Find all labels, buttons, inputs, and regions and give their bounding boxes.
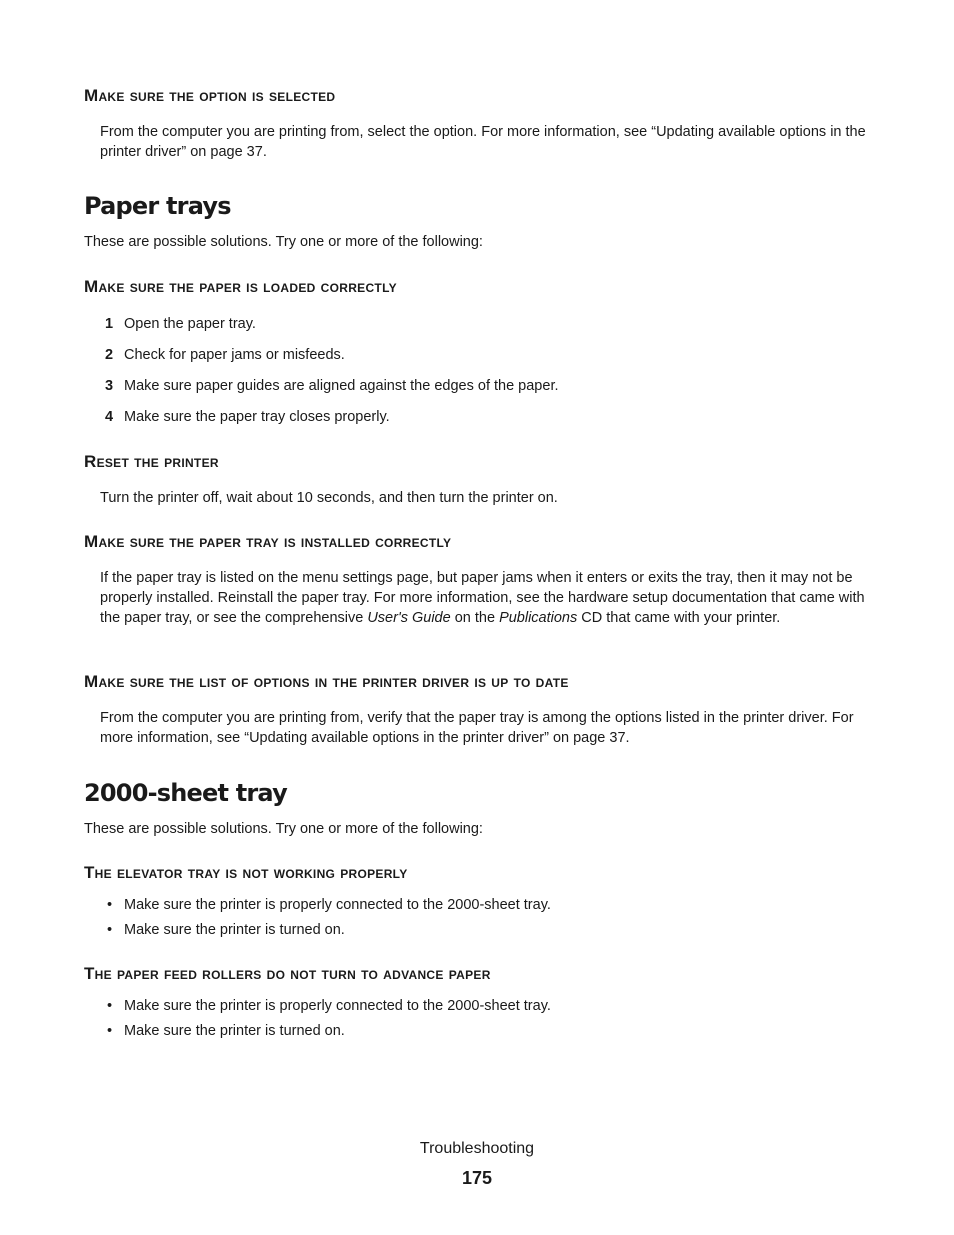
paragraph-tray-installed: If the paper tray is listed on the menu settings page, but paper jams when it enters or exits the tray, then it may not be properly installed. Reinstall the paper tray. For more information, see the hardware setup documentation that came with the paper tray, or see the comprehensive User's Guide on the Publications CD that came with your printer.	[100, 570, 865, 626]
bullet-text: Make sure the printer is properly connected to the 2000-sheet tray.	[124, 897, 551, 913]
bullet-text: Make sure the printer is turned on.	[124, 922, 345, 938]
step-number: 3	[105, 378, 114, 394]
step-text: Make sure the paper tray closes properly.	[124, 409, 390, 425]
paragraph-reset-printer: Turn the printer off, wait about 10 seconds, and then turn the printer on.	[100, 490, 558, 506]
section-title-2000-sheet-tray: 2000-sheet tray	[84, 779, 287, 807]
bullet-icon: •	[107, 998, 113, 1014]
heading-elevator-tray: The elevator tray is not working properly	[84, 863, 408, 882]
heading-paper-loaded: Make sure the paper is loaded correctly	[84, 277, 397, 296]
heading-reset-printer: Reset the printer	[84, 452, 219, 471]
publications-cd-title: Publications	[499, 610, 578, 626]
bullet-icon: •	[107, 1023, 113, 1039]
paper-trays-intro: These are possible solutions. Try one or more of the following:	[84, 234, 483, 250]
section-title-paper-trays: Paper trays	[84, 192, 231, 220]
paragraph-driver-options: From the computer you are printing from, verify that the paper tray is among the options listed in the printer driver. For more information, see “Updating available options in the printer driver” on page 37.	[100, 710, 854, 746]
heading-feed-rollers: The paper feed rollers do not turn to advance paper	[84, 964, 491, 983]
bullet-text: Make sure the printer is properly connected to the 2000-sheet tray.	[124, 998, 551, 1014]
bullet-icon: •	[107, 897, 113, 913]
page-number: 175	[461, 1168, 493, 1188]
step-text: Make sure paper guides are aligned against the edges of the paper.	[124, 378, 559, 394]
paragraph-option-selected: From the computer you are printing from, select the option. For more information, see “Updating available options in the printer driver” on page 37.	[100, 124, 866, 160]
bullet-icon: •	[107, 922, 113, 938]
heading-driver-options: Make sure the list of options in the printer driver is up to date	[84, 672, 569, 691]
step-number: 2	[105, 347, 114, 363]
step-text: Check for paper jams or misfeeds.	[124, 347, 345, 363]
heading-tray-installed: Make sure the paper tray is installed correctly	[84, 532, 452, 551]
heading-option-selected: Make sure the option is selected	[84, 86, 336, 105]
sheet-tray-intro: These are possible solutions. Try one or more of the following:	[84, 821, 483, 837]
footer-chapter-label: Troubleshooting	[419, 1140, 535, 1157]
step-text: Open the paper tray.	[124, 316, 256, 332]
users-guide-title: User's Guide	[367, 610, 451, 626]
step-number: 1	[105, 316, 114, 332]
bullet-text: Make sure the printer is turned on.	[124, 1023, 345, 1039]
step-number: 4	[105, 409, 114, 425]
